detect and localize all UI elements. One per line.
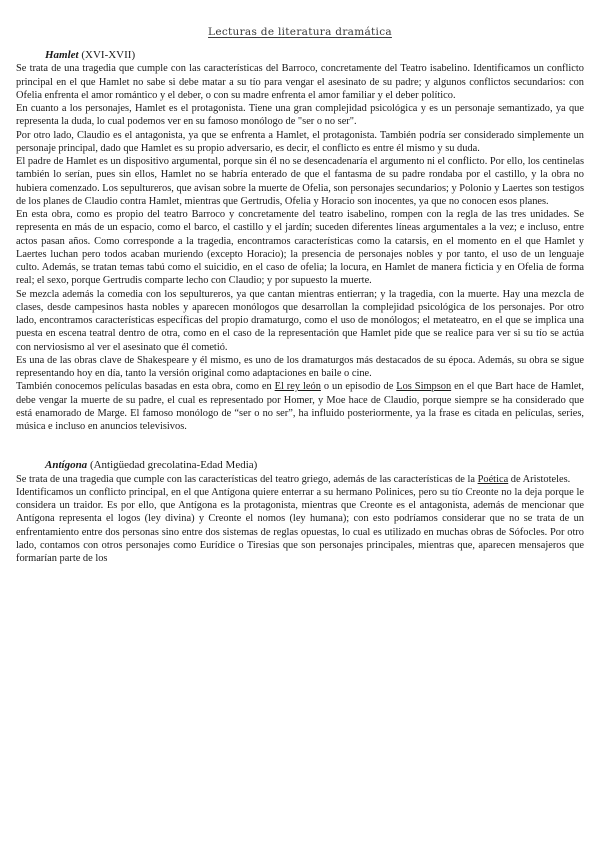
paragraph: En cuanto a los personajes, Hamlet es el protagonista. Tiene una gran complejidad psicológica y es un personaje semantizado, ya que representa la duda, lo cual podemos ver en su famoso monólogo de "ser o no ser". bbox=[16, 103, 584, 128]
section-spacer bbox=[16, 433, 584, 459]
document-body bbox=[16, 49, 584, 565]
paragraph: Se trata de una tragedia que cumple con las características del Barroco, concretamente del Teatro isabelino. Identificamos un conflicto principal en el que Hamlet no sabe si debe matar a su tío para vengar el asesinato de su padre; y algunos conflictos secundarios: con Ofelia enfrenta el amor romántico y el deber, o con su madre enfrenta el amor familiar y el deber político. bbox=[16, 63, 584, 101]
work-period: (Antigüedad grecolatina-Edad Media) bbox=[87, 459, 258, 472]
paragraph: También conocemos películas basadas en esta obra, como en El rey león o un episodio de Los Simpson en el que Bart hace de Hamlet, debe vengar la muerte de su padre, el cual es representado por Homer, y Moe hace de Claudio, porque siempre se ha considerado que está enamorado de Marge. El famoso monólogo de “ser o no ser”, ha influido posteriormente, ya la frase es citada en películas, series, música e incluso en anuncios televisivos. bbox=[16, 381, 585, 432]
paragraph: Identificamos un conflicto principal, en el que Antígona quiere enterrar a su hermano Polinices, pero su tío Creonte no la deja porque le considera un traidor. Es por ello, que Antígona es la protagonista, mientras que Creonte es el antagonista, además de mencionar que Antígona representa el logos (ley divina) y Creonte el nomos (ley humana); con esto podríamos considerar que no se trata de un enfrentamiento entre dos personas sino entre dos sistemas de reglas opuestas, lo cual es utilizado en muchas obras de Sófocles. Por otro lado, contamos con otros personajes como Eurídice o Tiresias que son personajes principales, mientras que, aparecen mensajeros que formarían parte de los bbox=[16, 486, 584, 564]
section-heading-antigona bbox=[16, 459, 584, 472]
work-title: Hamlet bbox=[45, 49, 79, 61]
paragraph: El padre de Hamlet es un dispositivo argumental, porque sin él no se desencadenaría el argumento ni el conflicto. Por ello, los centinelas también lo serían, pues sin ellos, Hamlet no se habría enterado de que el fantasma de su padre rondaba por el castillo, y la obra no hubiera comenzado. Los sepultureros, que avisan sobre la muerte de Ofelia, son personajes secundarios; y Polonio y Laertes son testigos de los planes de Claudio contra Hamlet, mientras que Gertrudis, Ofelia y Horacio son inocentes, ya que no conocen esos planes. bbox=[16, 156, 584, 207]
section-heading-hamlet bbox=[16, 49, 584, 62]
work-title: Antígona bbox=[45, 459, 88, 472]
page-title-text: Lecturas de literatura dramática bbox=[208, 26, 392, 38]
book-title-poetica: Poética bbox=[477, 473, 509, 485]
paragraph: Por otro lado, Claudio es el antagonista, ya que se enfrenta a Hamlet, el protagonista. También podría ser considerado simplemente un personaje principal, dado que Hamlet es su propio adversario, es decir, el conflicto es entre él mismo y su duda. bbox=[16, 129, 584, 154]
paragraph: Es una de las obras clave de Shakespeare y él mismo, es uno de los dramaturgos más destacados de su época. Además, su obra se sigue representando hoy en día, tanto la versión original como adaptaciones en baile o cine. bbox=[16, 354, 584, 379]
series-title-los-simpson: Los Simpson bbox=[396, 381, 452, 393]
paragraph: Se mezcla además la comedia con los sepultureros, ya que cantan mientras entierran; y la tragedia, con la muerte. Hay una mezcla de clases, desde campesinos hasta nobles y aparecen monólogos que desarrollan la complejidad psicológica de los personajes. Por otro lado, encontramos características específicas del propio dramaturgo, como el uso de monólogos; el metateatro, en el que se implica una puesta en escena teatral dentro de otra, como en el caso de la representación que Hamlet pide que se realice para ver si su tío se actúa con nerviosismo al ver el asesinato que él cometió. bbox=[16, 288, 584, 353]
paragraph: Se trata de una tragedia que cumple con las características del teatro griego, además de las características de la Poética de Aristoteles. bbox=[16, 473, 571, 485]
paragraph: En esta obra, como es propio del teatro Barroco y concretamente del teatro isabelino, rompen con la regla de las tres unidades. Se representa en más de un espacio, como el barco, el castillo y el jardín; suceden diferentes líneas argumentales a la vez; e incluso, entre actos pasan años. Como corresponde a la tragedia, encontramos características como la catarsis, en el momento en el que Hamlet y Laertes luchan pero todos acaban muriendo (excepto Horacio); la presencia de personajes nobles y por tanto, el uso de un lenguaje culto. Además, se tratan temas tabú como el suicidio, en el caso de ofelia; la locura, en Hamlet de manera ficticia y en Ofelia de forma real; el sexo, porque Gertrudis comparte lecho con Claudio; y por supuesto la muerte. bbox=[16, 209, 584, 287]
work-period: (XVI-XVII) bbox=[78, 49, 136, 61]
film-title-el-rey-leon: El rey león bbox=[274, 381, 321, 393]
page-title bbox=[0, 26, 600, 38]
